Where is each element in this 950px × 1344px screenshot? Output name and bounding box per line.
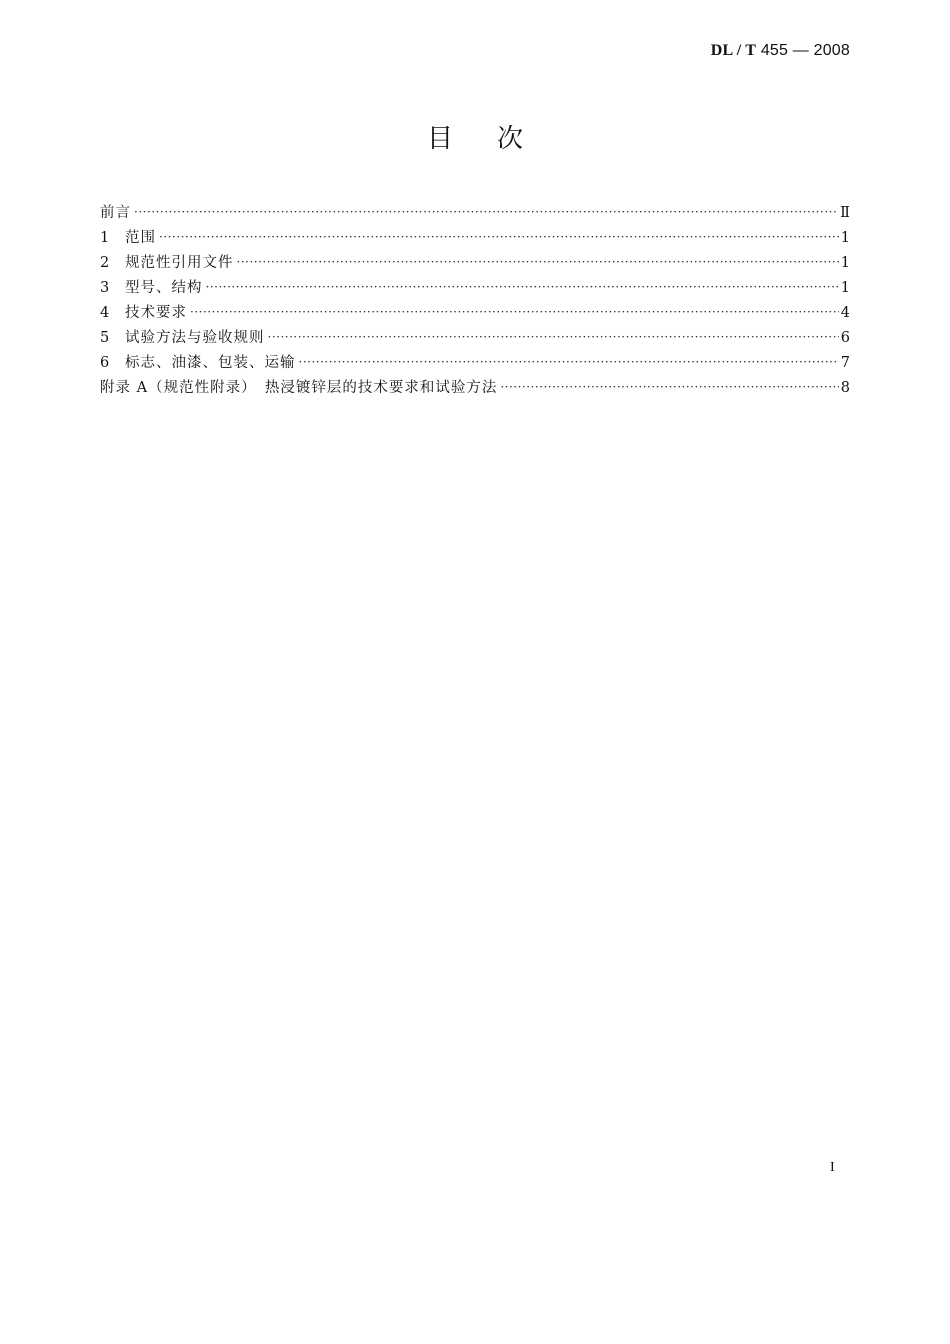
toc-entry-label: 型号、结构 (125, 280, 203, 296)
toc-heading (0, 118, 950, 155)
toc-entry-label: 附录 A（规范性附录） 热浸镀锌层的技术要求和试验方法 (100, 380, 498, 396)
toc-leader-dots (500, 376, 838, 400)
standard-code-prefix: DL / T (710, 42, 757, 59)
toc-entry-page: 6 (840, 330, 850, 346)
toc-entry-label: 规范性引用文件 (125, 255, 234, 271)
toc-heading-char-2: 次 (497, 124, 524, 154)
toc-entry-marking-packaging[interactable] (100, 351, 850, 376)
page-number: I (830, 1160, 835, 1175)
toc-entry-normative-references[interactable] (100, 251, 850, 276)
toc-leader-dots (206, 276, 839, 300)
toc-entry-page: 8 (840, 380, 850, 396)
toc-leader-dots (268, 326, 839, 350)
toc-list (100, 201, 850, 401)
toc-leader-dots (159, 226, 839, 250)
toc-heading-char-1: 目 (426, 124, 453, 154)
toc-entry-number: 4 (100, 305, 110, 321)
toc-leader-dots (134, 201, 838, 225)
standard-code-number: 455 — 2008 (760, 42, 850, 59)
toc-leader-dots (299, 351, 839, 375)
toc-entry-number: 6 (100, 355, 110, 371)
toc-entry-number: 3 (100, 280, 110, 296)
toc-entry-page: 1 (840, 230, 850, 246)
toc-leader-dots (190, 301, 839, 325)
toc-entry-label: 试验方法与验收规则 (125, 330, 265, 346)
standard-code (711, 42, 850, 60)
toc-entry-page: 1 (840, 280, 850, 296)
toc-entry-number: 1 (100, 230, 110, 246)
toc-entry-scope[interactable] (100, 226, 850, 251)
toc-entry-foreword[interactable] (100, 201, 850, 226)
toc-entry-label: 技术要求 (125, 305, 187, 321)
toc-entry-number: 2 (100, 255, 110, 271)
toc-leader-dots (237, 251, 839, 275)
toc-entry-technical-requirements[interactable] (100, 301, 850, 326)
toc-entry-number: 5 (100, 330, 110, 346)
toc-entry-label: 前言 (100, 205, 131, 221)
toc-entry-page: 1 (840, 255, 850, 271)
toc-entry-page: 4 (840, 305, 850, 321)
toc-entry-page: Ⅱ (840, 205, 850, 221)
toc-entry-type-structure[interactable] (100, 276, 850, 301)
toc-entry-page: 7 (840, 355, 850, 371)
toc-entry-label: 范围 (125, 230, 156, 246)
toc-entry-annex-a[interactable] (100, 376, 850, 401)
toc-entry-label: 标志、油漆、包装、运输 (125, 355, 296, 371)
toc-entry-test-methods[interactable] (100, 326, 850, 351)
